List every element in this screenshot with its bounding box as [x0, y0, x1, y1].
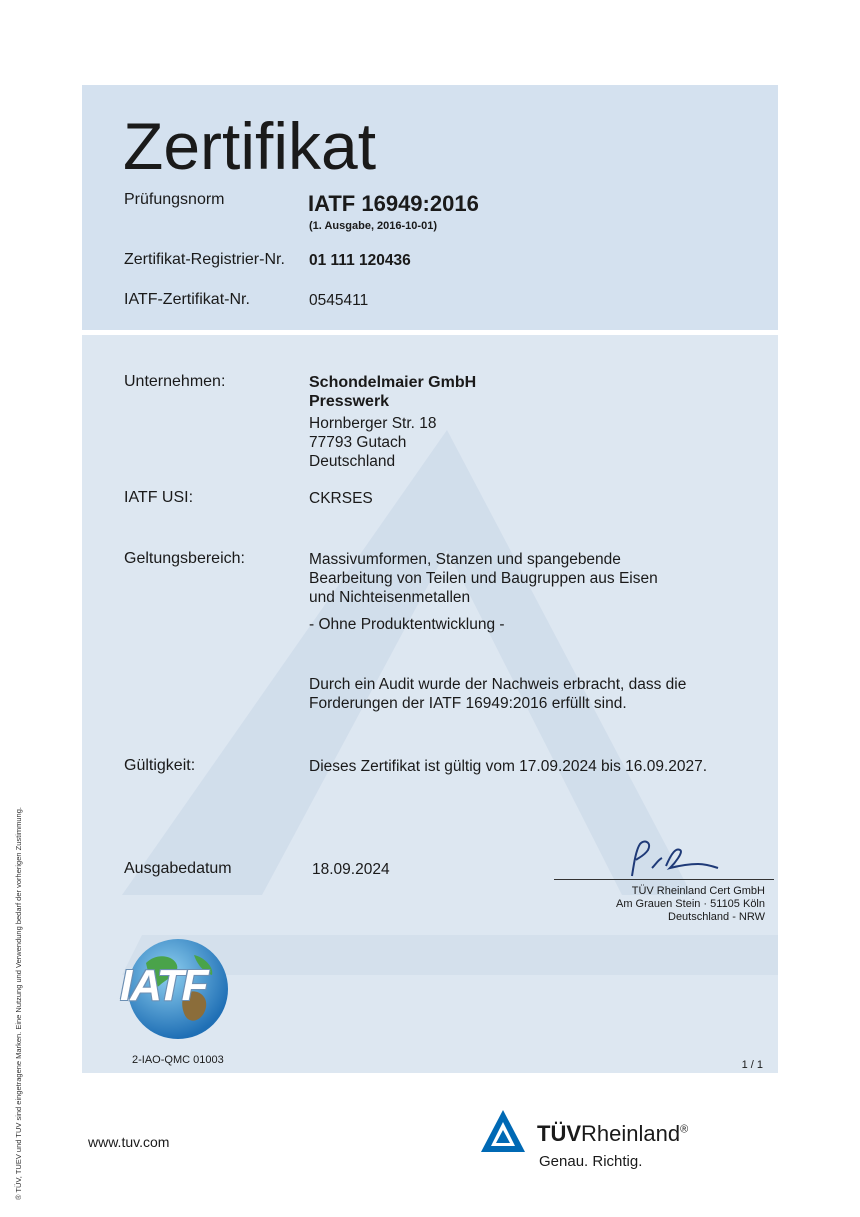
tuv-brand-name [537, 1121, 688, 1147]
tuv-slogan: Genau. Richtig. [539, 1153, 643, 1170]
issue-date-value: 18.09.2024 [312, 861, 390, 878]
tuv-triangle-logo-icon [479, 1108, 527, 1154]
iatf-cert-value: 0545411 [309, 292, 369, 309]
tuv-brand-bold: TÜV [537, 1121, 581, 1146]
iatf-logo-text: IATF [120, 961, 207, 1010]
tuv-brand-regular: Rheinland [581, 1121, 681, 1146]
trademark-side-note: ® TÜV, TUEV und TUV sind eingetragene Marken. Eine Nutzung und Verwendung bedarf der vorherigen Zustimmung. [14, 807, 23, 1200]
signature-icon [622, 838, 722, 880]
signature-line [554, 879, 774, 880]
company-name: Schondelmaier GmbH [309, 374, 477, 391]
company-street: Hornberger Str. 18 [309, 415, 437, 432]
audit-line: Durch ein Audit wurde der Nachweis erbracht, dass die [309, 676, 687, 693]
scope-label: Geltungsbereich: [124, 550, 245, 567]
issuer-name: TÜV Rheinland Cert GmbH [631, 885, 765, 897]
usi-value: CKRSES [309, 490, 373, 507]
registered-mark: ® [680, 1123, 689, 1136]
audit-line: Forderungen der IATF 16949:2016 erfüllt sind. [309, 695, 627, 712]
company-country: Deutschland [309, 453, 396, 470]
validity-label: Gültigkeit: [124, 757, 196, 774]
company-block [309, 373, 476, 471]
iatf-cert-label: IATF-Zertifikat-Nr. [124, 291, 250, 308]
validity-value: Dieses Zertifikat ist gültig vom 17.09.2024 bis 16.09.2027. [309, 758, 708, 775]
website-link[interactable]: www.tuv.com [88, 1134, 170, 1150]
scope-line: und Nichteisenmetallen [309, 589, 471, 606]
company-city: 77793 Gutach [309, 434, 407, 451]
scope-exclusion: - Ohne Produktentwicklung - [309, 616, 505, 633]
scope-text [309, 550, 658, 634]
issue-date-label: Ausgabedatum [124, 860, 232, 877]
page-title: Zertifikat [123, 109, 377, 183]
scope-line: Bearbeitung von Teilen und Baugruppen aus Eisen [309, 570, 658, 587]
company-label: Unternehmen: [124, 373, 226, 390]
audit-statement [309, 675, 686, 713]
iatf-globe-logo [116, 933, 246, 1045]
standard-label: Prüfungsnorm [124, 191, 225, 208]
registration-value: 01 111 120436 [309, 252, 411, 269]
scope-line: Massivumformen, Stanzen und spangebende [309, 551, 621, 568]
usi-label: IATF USI: [124, 489, 194, 506]
qmc-code: 2-IAO-QMC 01003 [132, 1054, 224, 1066]
issuer-address: Am Grauen Stein · 51105 Köln [616, 898, 765, 910]
issuer-region: Deutschland - NRW [668, 911, 765, 923]
company-division: Presswerk [309, 393, 390, 410]
standard-value: IATF 16949:2016 [308, 191, 479, 216]
page-number: 1 / 1 [741, 1059, 763, 1071]
standard-edition: (1. Ausgabe, 2016-10-01) [309, 220, 437, 232]
registration-label: Zertifikat-Registrier-Nr. [124, 251, 285, 268]
